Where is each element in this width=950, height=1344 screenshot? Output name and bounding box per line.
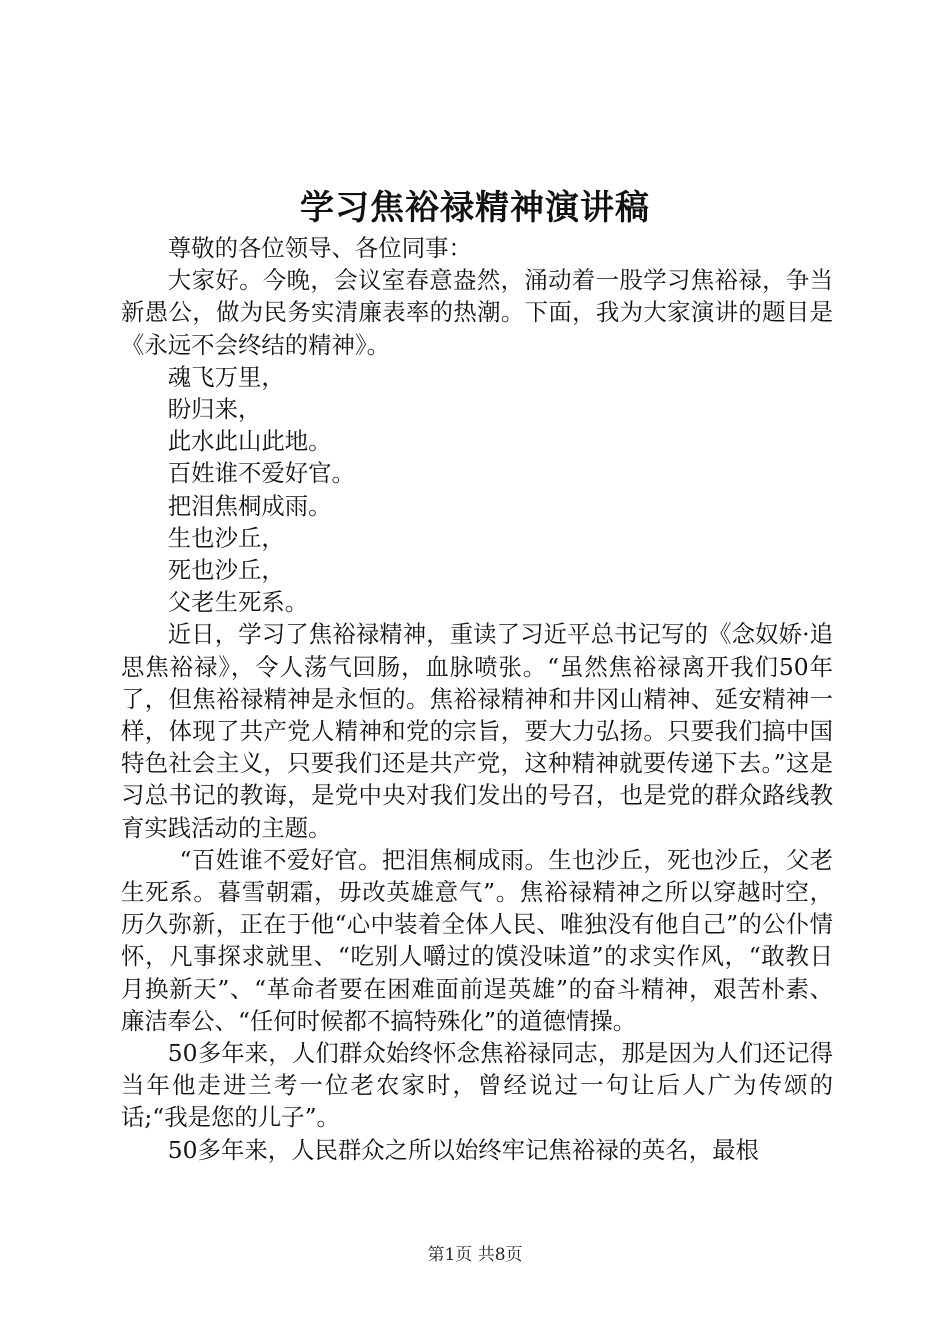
poem-line: 此水此山此地。 bbox=[167, 427, 332, 456]
poem-line: 生也沙丘， bbox=[167, 523, 285, 552]
poem-line: 父老生死系。 bbox=[167, 588, 309, 617]
poem-line: 百姓谁不爱好官。 bbox=[167, 459, 355, 488]
document-body bbox=[121, 232, 833, 1166]
page-number-footer: 第1页 共8页 bbox=[427, 1245, 523, 1265]
intro-paragraph: 大家好。今晚，会议室春意盎然，涌动着一股学习焦裕禄，争当新愚公，做为民务实清廉表率的热潮。下面，我为大家演讲的题目是《永远不会终结的精神》。 bbox=[121, 266, 833, 359]
document-title: 学习焦裕禄精神演讲稿 bbox=[300, 188, 650, 228]
body-paragraph: 50多年来，人民群众之所以始终牢记焦裕禄的英名，最根 bbox=[167, 1135, 759, 1164]
body-paragraph: “百姓谁不爱好官。把泪焦桐成雨。生也沙丘，死也沙丘，父老生死系。暮雪朝霜，毋改英雄意气”。焦裕禄精神之所以穿越时空，历久弥新，正在于他“心中装着全体人民、唯独没有他自己”的公仆情怀，凡事探求就里、“吃别人嚼过的馍没味道”的求实作风，“敢教日月换新天”、“革命者要在困难面前逞英雄”的奋斗精神，艰苦朴素、廉洁奉公、“任何时候都不搞特殊化”的道德情操。 bbox=[121, 845, 833, 1035]
body-paragraph: 近日，学习了焦裕禄精神，重读了习近平总书记写的《念奴娇·追思焦裕禄》，令人荡气回肠，血脉喷张。“虽然焦裕禄离开我们50年了，但焦裕禄精神是永恒的。焦裕禄精神和井冈山精神、延安精神一样，体现了共产党人精神和党的宗旨，要大力弘扬。只要我们搞中国特色社会主义，只要我们还是共产党，这种精神就要传递下去。”这是习总书记的教诲，是党中央对我们发出的号召，也是党的群众路线教育实践活动的主题。 bbox=[121, 620, 833, 842]
poem-line: 盼归来， bbox=[167, 395, 262, 424]
poem-line: 把泪焦桐成雨。 bbox=[167, 491, 332, 520]
poem-line: 魂飞万里， bbox=[167, 362, 285, 391]
salutation-paragraph: 尊敬的各位领导、各位同事： bbox=[167, 234, 472, 262]
body-paragraph: 50多年来，人们群众始终怀念焦裕禄同志，那是因为人们还记得当年他走进兰考一位老农家时，曾经说过一句让后人广为传颂的话;“我是您的儿子”。 bbox=[121, 1039, 833, 1132]
poem-line: 死也沙丘， bbox=[167, 556, 285, 585]
